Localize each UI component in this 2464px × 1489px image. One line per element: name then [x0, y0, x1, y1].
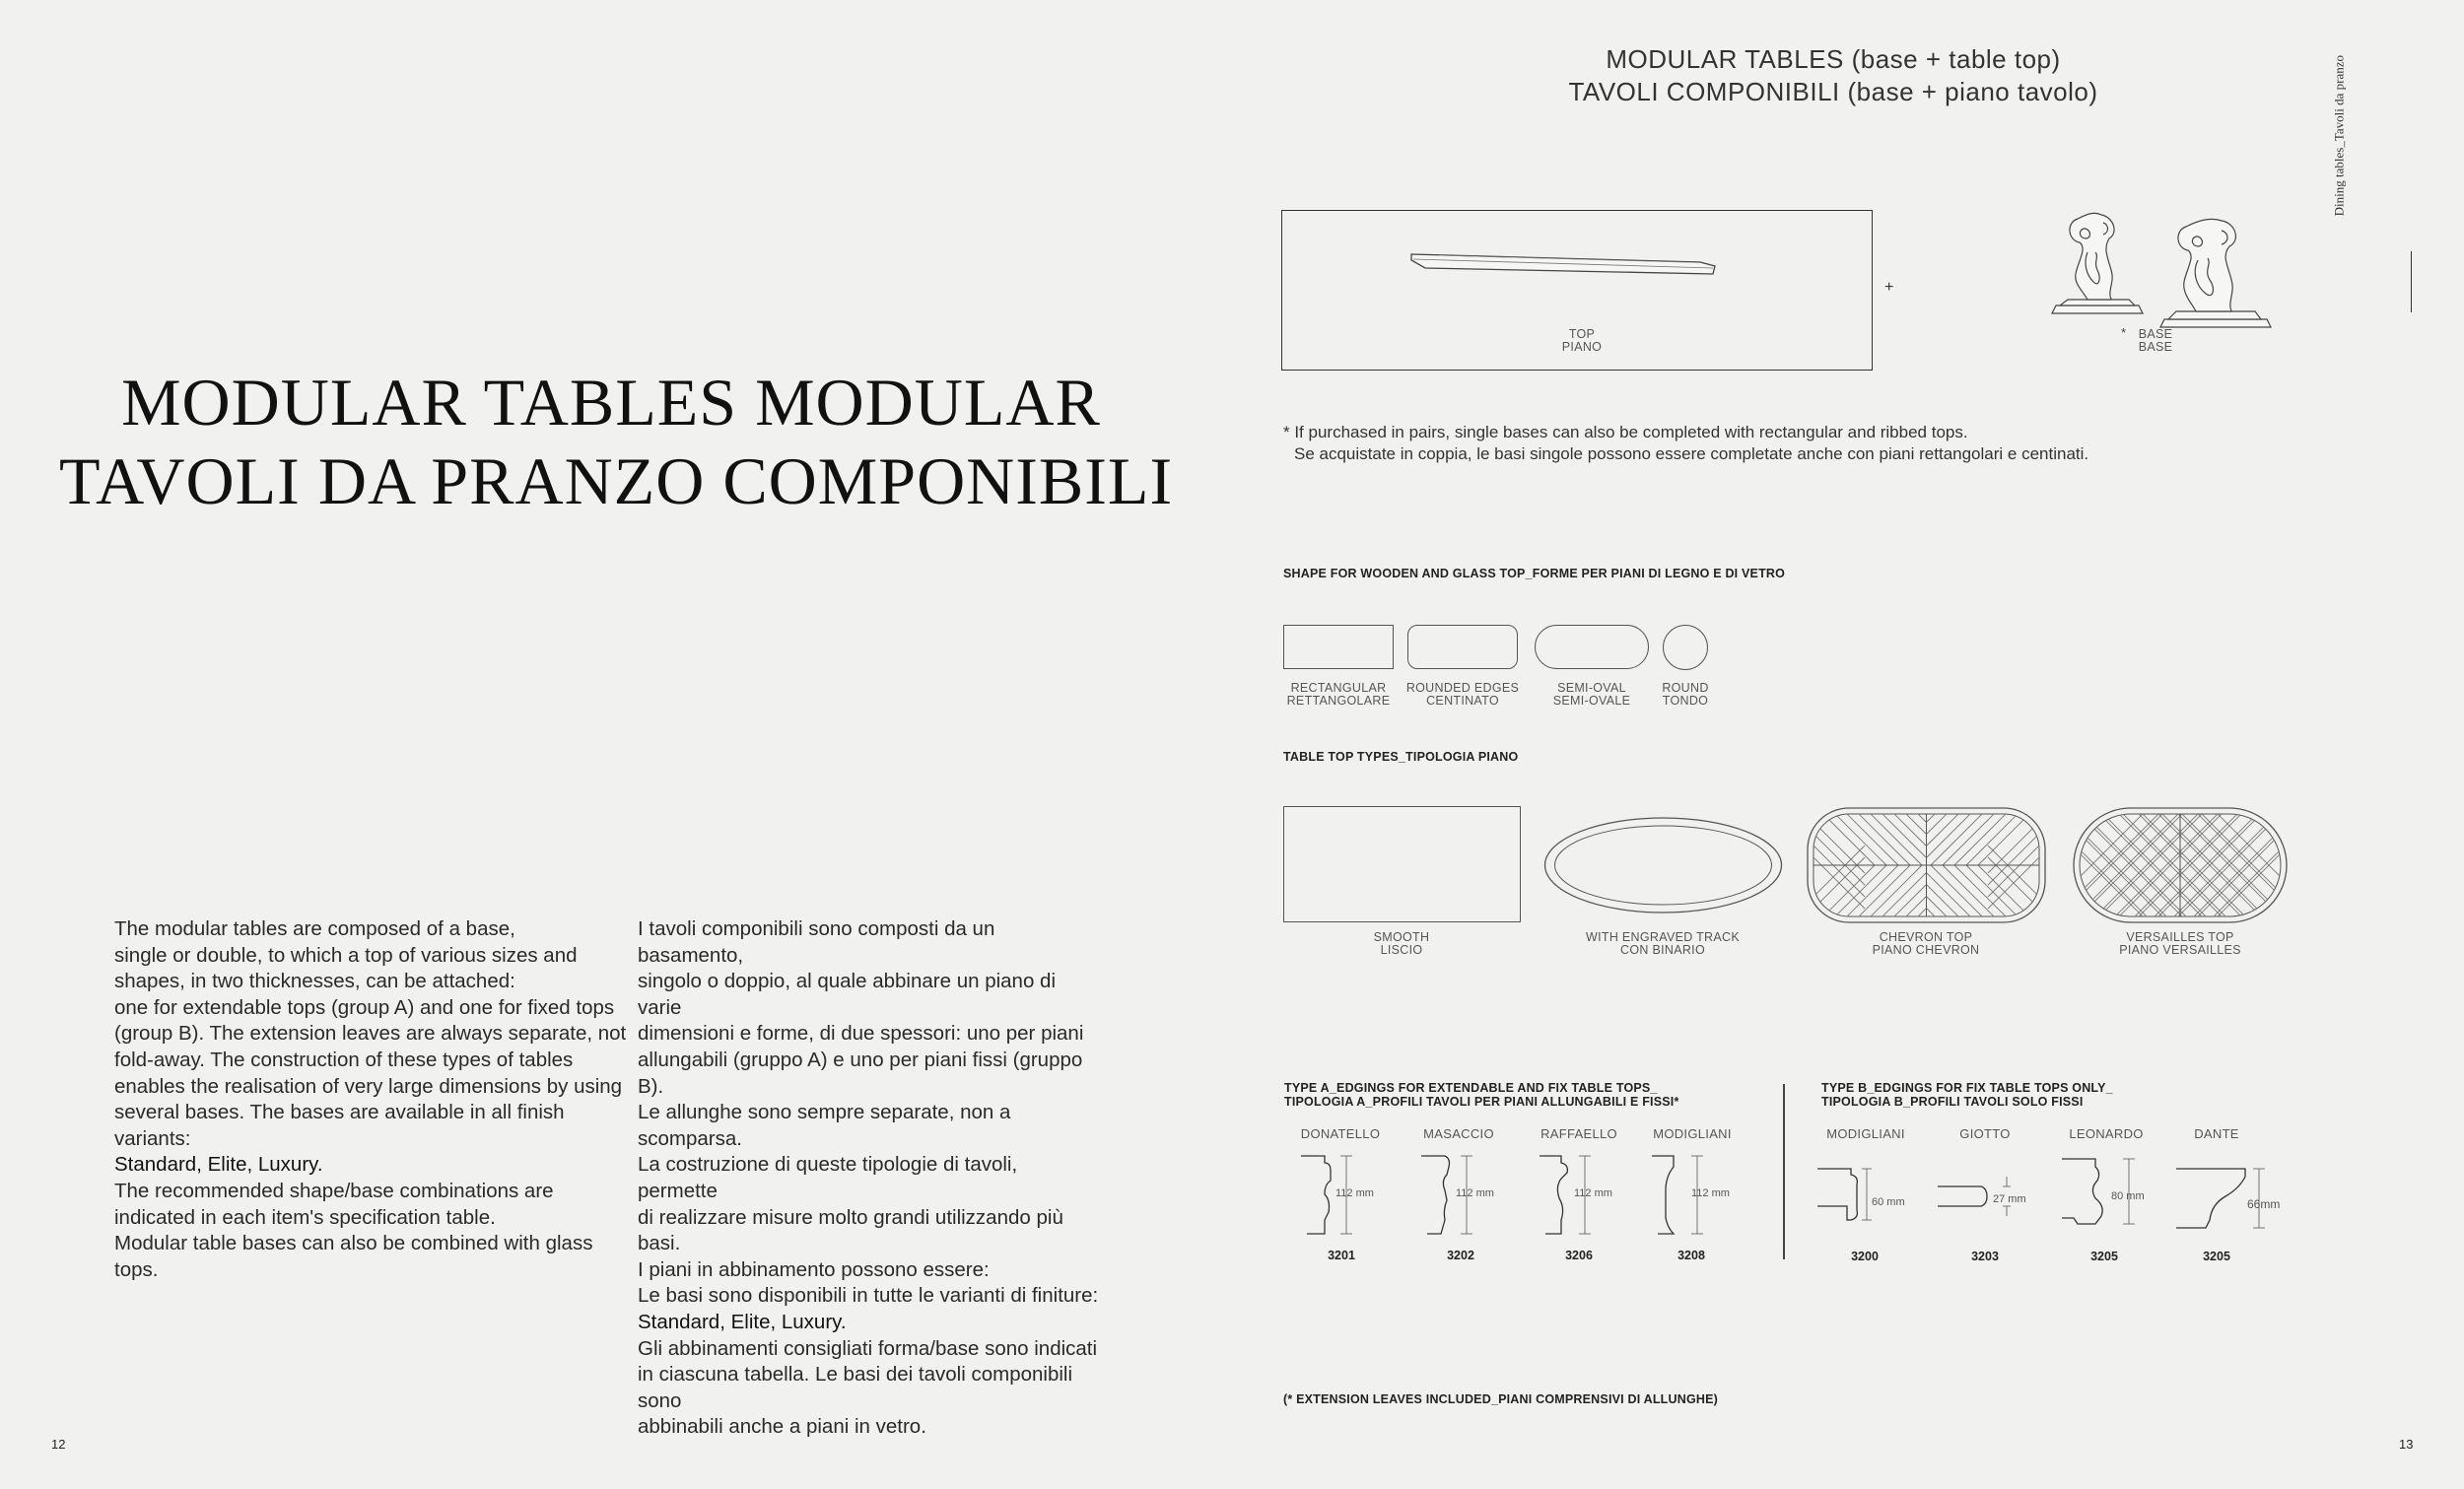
- type-b-title: [1821, 1081, 2113, 1109]
- pairs-note-it: Se acquistate in coppia, le basi singole possono essere completate anche con piani rettangolari e centinati.: [1294, 444, 2089, 463]
- type-a-title-en: TYPE A_EDGINGS FOR EXTENDABLE AND FIX TABLE TOPS_: [1284, 1081, 1658, 1095]
- it-finish-variants: Standard, Elite, Luxury.: [638, 1310, 847, 1333]
- it-line: allungabili (gruppo A) e uno per piani fissi (gruppo B).: [638, 1048, 1083, 1098]
- shape-label-round: [1646, 682, 1725, 708]
- en-finish-variants: Standard, Elite, Luxury.: [114, 1153, 323, 1177]
- en-line: one for extendable tops (group A) and one for fixed tops: [114, 995, 615, 1019]
- title-line-2: TAVOLI DA PRANZO COMPONIBILI: [59, 443, 1174, 518]
- it-line: di realizzare misure molto grandi utilizzando più basi.: [638, 1205, 1063, 1255]
- page-title: [59, 363, 1174, 520]
- base-label-it: BASE: [2138, 340, 2173, 354]
- type-b-title-en: TYPE B_EDGINGS FOR FIX TABLE TOPS ONLY_: [1821, 1081, 2113, 1095]
- english-description: [114, 916, 627, 1283]
- shape-label-rectangular: [1279, 682, 1398, 708]
- italian-description: [638, 916, 1101, 1441]
- it-line: I tavoli componibili sono composti da un basamento,: [638, 917, 995, 967]
- title-line-1: MODULAR TABLES MODULAR: [121, 365, 1101, 440]
- en-line: several bases. The bases are available in all finish variants:: [114, 1101, 565, 1150]
- base-illustration: [2048, 209, 2275, 329]
- en-line: single or double, to which a top of various sizes and: [114, 943, 578, 967]
- top-type-label-it: CON BINARIO: [1620, 943, 1705, 957]
- shape-round: [1663, 625, 1708, 670]
- top-type-label-it: LISCIO: [1380, 943, 1423, 957]
- shape-label-en: RECTANGULAR: [1290, 681, 1387, 695]
- page-number-left: 12: [51, 1437, 66, 1452]
- section-header: [1518, 43, 2149, 108]
- top-type-label-versailles: [2101, 931, 2259, 957]
- top-type-label-smooth: [1342, 931, 1461, 957]
- top-type-chevron: [1806, 806, 2047, 924]
- shape-label-rounded: [1403, 682, 1522, 708]
- top-type-label-en: VERSAILLES TOP: [2126, 930, 2234, 944]
- shape-label-it: CENTINATO: [1426, 694, 1499, 708]
- dimension-label: 112 mm: [1335, 1187, 1374, 1199]
- type-divider: [1783, 1084, 1785, 1259]
- en-line: (group B). The extension leaves are always separate, not: [114, 1022, 627, 1046]
- profile-code: 3208: [1677, 1249, 1705, 1262]
- side-label-text: Dining tables_Tavoli da pranzo: [2331, 55, 2347, 217]
- profile-code: 3201: [1328, 1249, 1355, 1262]
- profile-code: 3205: [2090, 1250, 2118, 1263]
- profile-name: MODIGLIANI: [1826, 1126, 1905, 1141]
- top-label: [1538, 328, 1626, 354]
- profile-code: 3200: [1851, 1250, 1879, 1263]
- profile-code: 3205: [2203, 1250, 2230, 1263]
- side-rule: [2411, 251, 2412, 312]
- profile-name: DONATELLO: [1300, 1126, 1381, 1141]
- en-line: fold-away. The construction of these types of tables: [114, 1048, 574, 1071]
- dimension-label: 60 mm: [1872, 1196, 1905, 1208]
- top-type-label-en: CHEVRON TOP: [1879, 930, 1973, 944]
- shape-rounded-edges: [1407, 625, 1518, 669]
- header-line-1: MODULAR TABLES (base + table top): [1606, 44, 2061, 74]
- it-line: La costruzione di queste tipologie di tavoli, permette: [638, 1153, 1018, 1202]
- shape-label-en: ROUNDED EDGES: [1405, 681, 1520, 695]
- top-type-label-it: PIANO CHEVRON: [1872, 943, 1980, 957]
- profile-name: MASACCIO: [1423, 1126, 1494, 1141]
- top-type-label-track: [1574, 931, 1751, 957]
- pairs-note-en: * If purchased in pairs, single bases can also be completed with rectangular and ribbed tops.: [1283, 423, 1968, 441]
- plus-sign: +: [1884, 279, 1894, 296]
- shape-label-semi-oval: [1533, 682, 1651, 708]
- type-b-title-it: TIPOLOGIA B_PROFILI TAVOLI SOLO FISSI: [1821, 1095, 2084, 1109]
- type-a-title-it: TIPOLOGIA A_PROFILI TAVOLI PER PIANI ALLUNGABILI E FISSI*: [1284, 1095, 1679, 1109]
- it-line: dimensioni e forme, di due spessori: uno per piani: [638, 1022, 1084, 1046]
- shape-label-en: SEMI-OVAL: [1557, 681, 1626, 695]
- types-section-title: TABLE TOP TYPES_TIPOLOGIA PIANO: [1283, 750, 1519, 764]
- top-type-label-en: WITH ENGRAVED TRACK: [1586, 930, 1740, 944]
- dimension-label: 112 mm: [1691, 1187, 1730, 1199]
- profile-name: GIOTTO: [1959, 1126, 2011, 1141]
- shape-label-it: SEMI-OVALE: [1552, 694, 1631, 708]
- base-label: [2131, 328, 2180, 354]
- footnote: (* EXTENSION LEAVES INCLUDED_PIANI COMPRENSIVI DI ALLUNGHE): [1283, 1392, 1719, 1406]
- base-label-en: BASE: [2138, 327, 2173, 341]
- it-line: abbinabili anche a piani in vetro.: [638, 1415, 926, 1439]
- en-line: The recommended shape/base combinations are: [114, 1179, 554, 1202]
- side-running-label: [2331, 55, 2425, 321]
- dimension-label: 27 mm: [1993, 1193, 2026, 1205]
- en-line: indicated in each item's specification table.: [114, 1205, 496, 1229]
- top-type-label-it: PIANO VERSAILLES: [2119, 943, 2241, 957]
- profile-name: LEONARDO: [2069, 1126, 2144, 1141]
- top-type-label-en: SMOOTH: [1373, 930, 1430, 944]
- top-type-engraved-track: [1542, 816, 1784, 914]
- shape-section-title: SHAPE FOR WOODEN AND GLASS TOP_FORME PER PIANI DI LEGNO E DI VETRO: [1283, 567, 1786, 580]
- it-line: Le allunghe sono sempre separate, non a scomparsa.: [638, 1101, 1011, 1150]
- it-line: Gli abbinamenti consigliati forma/base sono indicati: [638, 1336, 1098, 1360]
- shape-semi-oval: [1535, 625, 1649, 669]
- shape-label-en: ROUND: [1662, 681, 1709, 695]
- top-type-versailles: [2072, 806, 2289, 924]
- it-line: Le basi sono disponibili in tutte le varianti di finiture:: [638, 1284, 1099, 1308]
- profile-name: DANTE: [2194, 1126, 2239, 1141]
- pairs-note: [1283, 422, 2088, 465]
- dimension-label: 112 mm: [1574, 1187, 1612, 1199]
- type-a-title: [1284, 1081, 1679, 1109]
- page-number-right: 13: [2399, 1437, 2414, 1452]
- dimension-label: 112 mm: [1456, 1187, 1494, 1199]
- top-label-en: TOP: [1568, 327, 1596, 341]
- header-line-2: TAVOLI COMPONIBILI (base + piano tavolo): [1568, 77, 2098, 106]
- it-line: singolo o doppio, al quale abbinare un piano di varie: [638, 970, 1057, 1019]
- it-line: in ciascuna tabella. Le basi dei tavoli componibili sono: [638, 1363, 1073, 1412]
- en-line: The modular tables are composed of a base,: [114, 917, 515, 940]
- it-line: I piani in abbinamento possono essere:: [638, 1257, 990, 1281]
- dimension-label: 80 mm: [2111, 1190, 2145, 1202]
- profile-code: 3202: [1447, 1249, 1474, 1262]
- top-label-it: PIANO: [1561, 340, 1603, 354]
- top-type-smooth: [1283, 806, 1521, 922]
- en-line: Modular table bases can also be combined with glass tops.: [114, 1232, 593, 1281]
- shape-label-it: TONDO: [1662, 694, 1709, 708]
- profile-code: 3203: [1971, 1250, 1999, 1263]
- shape-rectangular: [1283, 625, 1394, 669]
- en-line: shapes, in two thicknesses, can be attached:: [114, 970, 515, 993]
- table-top-illustration: [1400, 246, 1725, 286]
- shape-label-it: RETTANGOLARE: [1286, 694, 1391, 708]
- en-line: enables the realisation of very large dimensions by using: [114, 1074, 623, 1098]
- base-asterisk: *: [2121, 325, 2127, 340]
- top-type-label-chevron: [1847, 931, 2005, 957]
- profile-code: 3206: [1565, 1249, 1593, 1262]
- profile-name: MODIGLIANI: [1653, 1126, 1732, 1141]
- dimension-label: 66mm: [2247, 1197, 2281, 1211]
- profile-name: RAFFAELLO: [1540, 1126, 1617, 1141]
